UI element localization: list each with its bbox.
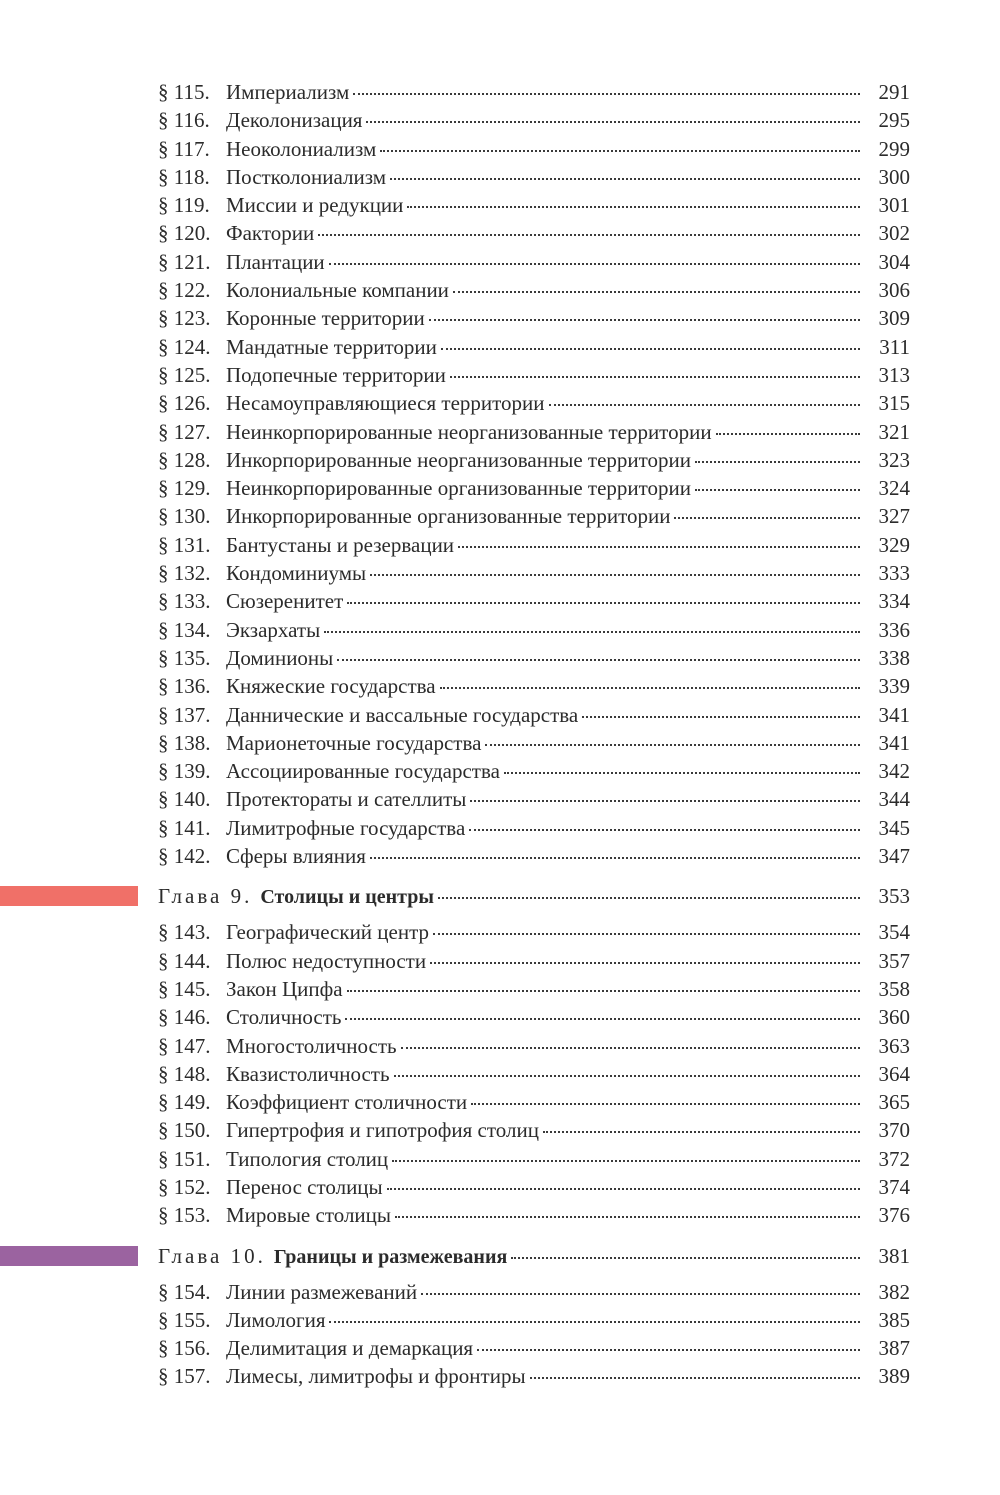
toc-entry [158,616,910,644]
page-number: 324 [878,476,910,501]
section-title: Сферы влияния [226,844,366,869]
toc-section-list [158,78,910,870]
toc-entry [158,729,910,757]
page-number: 313 [878,362,910,387]
page-number: 342 [878,759,910,784]
section-number: § 142. [158,844,211,869]
dot-leader [329,1321,860,1323]
dot-leader [549,404,860,406]
dot-leader [353,93,860,95]
section-number: § 139. [158,759,211,784]
toc-entry [158,1334,910,1362]
toc-entry [158,918,910,946]
toc-entry [158,304,910,332]
toc-entry [158,785,910,813]
dot-leader [394,1075,860,1077]
page-number: 370 [878,1118,910,1143]
page-number: 301 [878,193,910,218]
toc-entry [158,1088,910,1116]
dot-leader [430,962,860,964]
page-number: 364 [878,1061,910,1086]
toc-entry [158,672,910,700]
dot-leader [504,772,860,774]
toc-entry [158,474,910,502]
toc-entry [158,1306,910,1334]
dot-leader [471,1103,860,1105]
dot-leader [469,829,860,831]
toc-entry [158,559,910,587]
toc-section-list [158,1278,910,1391]
section-number: § 131. [158,532,211,557]
toc-entry [158,333,910,361]
chapter-page-number: 353 [878,884,910,909]
section-number: § 117. [158,136,210,161]
toc-entry [158,389,910,417]
chapter-label: Глава 9. [158,884,253,909]
dot-leader [366,121,860,123]
section-title: Лимитрофные государства [226,815,466,840]
toc-entry [158,1201,910,1229]
section-number: § 135. [158,645,211,670]
section-title: Мировые столицы [226,1203,392,1228]
chapter-9-color-band [0,886,138,906]
section-number: § 119. [158,193,210,218]
section-number: § 132. [158,561,211,586]
dot-leader [329,263,860,265]
dot-leader [453,291,860,293]
dot-leader [387,1188,860,1190]
toc-entry [158,814,910,842]
section-number: § 127. [158,419,211,444]
section-title: Линии размежеваний [226,1279,418,1304]
section-title: Инкорпорированные неорганизованные территории [226,447,692,472]
chapter-10-color-band [0,1246,138,1266]
dot-leader [407,206,860,208]
page-number: 365 [878,1090,910,1115]
table-of-contents [158,78,910,1391]
section-number: § 121. [158,249,211,274]
section-title: Несамоуправляющиеся территории [226,391,545,416]
page-number: 329 [878,532,910,557]
section-title: Лимесы, лимитрофы и фронтиры [226,1364,526,1389]
page-number: 333 [878,561,910,586]
page-number: 336 [878,617,910,642]
page-number: 341 [878,702,910,727]
chapter-page-number: 381 [878,1243,910,1268]
dot-leader [530,1377,860,1379]
section-number: § 144. [158,948,211,973]
dot-leader [347,990,860,992]
section-number: § 122. [158,278,211,303]
section-number: § 120. [158,221,211,246]
section-title: Экзархаты [226,617,321,642]
section-number: § 150. [158,1118,211,1143]
toc-entry [158,1032,910,1060]
section-title: Перенос столицы [226,1174,383,1199]
page-number: 363 [878,1033,910,1058]
section-title: Неинкорпорированные неорганизованные территории [226,419,712,444]
section-title: Географический центр [226,920,430,945]
page-number: 323 [878,447,910,472]
dot-leader [390,178,860,180]
toc-entry [158,502,910,530]
dot-leader [337,659,860,661]
section-title: Протектораты и сателлиты [226,787,467,812]
section-title: Колониальные компании [226,278,449,303]
dot-leader [543,1131,860,1133]
dot-leader [674,517,860,519]
section-number: § 136. [158,674,211,699]
dot-leader [392,1160,860,1162]
section-number: § 148. [158,1061,211,1086]
toc-entry [158,135,910,163]
toc-entry [158,587,910,615]
dot-leader [395,1216,860,1218]
dot-leader [485,744,860,746]
toc-entry [158,78,910,106]
section-number: § 125. [158,362,211,387]
section-title: Лимология [226,1307,326,1332]
toc-entry [158,757,910,785]
section-title: Марионеточные государства [226,730,482,755]
section-number: § 141. [158,815,211,840]
dot-leader [318,234,860,236]
section-title: Доминионы [226,645,334,670]
section-title: Плантации [226,249,325,274]
page-number: 311 [879,334,910,359]
page-number: 338 [878,645,910,670]
section-number: § 152. [158,1174,211,1199]
section-number: § 153. [158,1203,211,1228]
chapter-label: Глава 10. [158,1243,266,1268]
section-title: Гипертрофия и гипотрофия столиц [226,1118,539,1143]
dot-leader [440,687,860,689]
section-number: § 134. [158,617,211,642]
page-number: 300 [878,164,910,189]
section-title: Закон Ципфа [226,976,343,1001]
section-number: § 115. [158,80,210,104]
toc-entry [158,361,910,389]
section-number: § 118. [158,164,210,189]
dot-leader [429,319,860,321]
dot-leader [345,1018,860,1020]
toc-entry [158,418,910,446]
dot-leader [441,348,860,350]
section-number: § 129. [158,476,211,501]
section-title: Фактории [226,221,315,246]
page-number: 389 [878,1364,910,1389]
section-title: Квазистоличность [226,1061,390,1086]
section-title: Инкорпорированные организованные территории [226,504,671,529]
toc-entry [158,163,910,191]
toc-entry [158,1173,910,1201]
toc-entry [158,1362,910,1390]
page-number: 327 [878,504,910,529]
section-number: § 137. [158,702,211,727]
section-title: Ассоциированные государства [226,759,500,784]
section-title: Деколонизация [226,108,363,133]
page-number: 357 [878,948,910,973]
section-title: Делимитация и демаркация [226,1336,474,1361]
section-title: Кондоминиумы [226,561,367,586]
toc-entry [158,975,910,1003]
section-number: § 157. [158,1364,211,1389]
dot-leader [433,933,860,935]
page-number: 315 [878,391,910,416]
dot-leader [458,546,860,548]
section-number: § 116. [158,108,210,133]
toc-entry [158,248,910,276]
section-title: Коронные территории [226,306,425,331]
page-number: 385 [878,1307,910,1332]
section-title: Мандатные территории [226,334,437,359]
dot-leader [470,800,860,802]
toc-entry [158,531,910,559]
toc-entry [158,191,910,219]
page-number: 304 [878,249,910,274]
toc-entry [158,1003,910,1031]
section-number: § 156. [158,1336,211,1361]
section-number: § 133. [158,589,211,614]
page-number: 372 [878,1146,910,1171]
page-number: 334 [878,589,910,614]
dot-leader [582,716,860,718]
toc-entry [158,1060,910,1088]
section-number: § 147. [158,1033,211,1058]
page-number: 306 [878,278,910,303]
page-number: 302 [878,221,910,246]
toc-entry [158,1116,910,1144]
chapter-title: Столицы и центры [260,886,434,909]
page-number: 291 [878,80,910,104]
section-number: § 126. [158,391,211,416]
section-title: Постколониализм [226,164,387,189]
section-number: § 128. [158,447,211,472]
section-number: § 154. [158,1279,211,1304]
dot-leader [695,489,860,491]
dot-leader [716,433,860,435]
page-number: 358 [878,976,910,1001]
dot-leader [421,1293,860,1295]
page-number: 295 [878,108,910,133]
section-title: Империализм [226,80,350,104]
section-title: Полюс недоступности [226,948,427,973]
page-number: 299 [878,136,910,161]
dot-leader [370,857,860,859]
page-number: 309 [878,306,910,331]
toc-entry [158,947,910,975]
chapter-heading-10 [158,1241,910,1271]
page-number: 382 [878,1279,910,1304]
section-number: § 138. [158,730,211,755]
toc-entry [158,701,910,729]
chapter-title: Границы и размежевания [273,1245,508,1268]
toc-entry [158,1145,910,1173]
toc-entry [158,644,910,672]
dot-leader [401,1047,860,1049]
toc-entry [158,1278,910,1306]
dot-leader [511,1257,860,1259]
section-number: § 124. [158,334,211,359]
page-number: 376 [878,1203,910,1228]
page-number: 360 [878,1005,910,1030]
dot-leader [370,574,860,576]
toc-entry [158,106,910,134]
section-number: § 130. [158,504,211,529]
toc-entry [158,219,910,247]
page-number: 374 [878,1174,910,1199]
toc-entry [158,446,910,474]
section-title: Княжеские государства [226,674,436,699]
dot-leader [380,150,860,152]
section-title: Миссии и редукции [226,193,404,218]
section-title: Коэффициент столичности [226,1090,468,1115]
dot-leader [438,897,860,899]
section-number: § 123. [158,306,211,331]
section-number: § 151. [158,1146,211,1171]
page-number: 354 [878,920,910,945]
section-number: § 149. [158,1090,211,1115]
section-number: § 145. [158,976,211,1001]
section-title: Многостоличность [226,1033,397,1058]
page-number: 344 [878,787,910,812]
dot-leader [695,461,860,463]
section-number: § 155. [158,1307,211,1332]
dot-leader [324,631,860,633]
toc-section-list [158,918,910,1229]
section-number: § 140. [158,787,211,812]
page-number: 347 [878,844,910,869]
dot-leader [477,1349,860,1351]
dot-leader [450,376,860,378]
chapter-heading-9 [158,881,910,911]
page-number: 341 [878,730,910,755]
section-title: Подопечные территории [226,362,446,387]
dot-leader [347,602,860,604]
page-number: 345 [878,815,910,840]
section-title: Сюзеренитет [226,589,344,614]
page-number: 387 [878,1336,910,1361]
section-number: § 146. [158,1005,211,1030]
section-title: Даннические и вассальные государства [226,702,579,727]
toc-entry [158,276,910,304]
section-number: § 143. [158,920,211,945]
page-number: 321 [878,419,910,444]
section-title: Бантустаны и резервации [226,532,455,557]
section-title: Неоколониализм [226,136,377,161]
section-title: Столичность [226,1005,342,1030]
section-title: Неинкорпорированные организованные территории [226,476,692,501]
page-number: 339 [878,674,910,699]
toc-entry [158,842,910,870]
section-title: Типология столиц [226,1146,389,1171]
